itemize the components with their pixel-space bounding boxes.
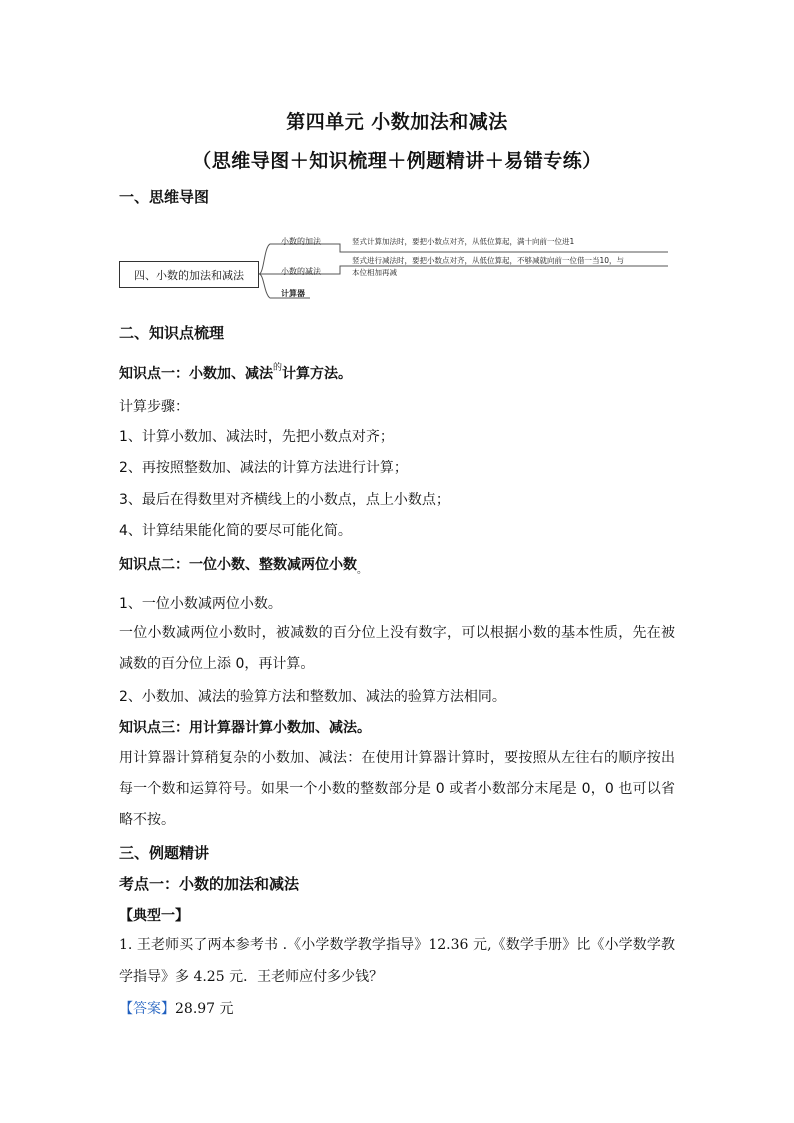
mind-map-root: 四、小数的加法和减法: [119, 261, 259, 288]
kp2-item-1: 1、一位小数减两位小数。: [119, 596, 282, 612]
kp2-item-2: 2、小数加、减法的验算方法和整数加、减法的验算方法相同。: [119, 689, 506, 705]
document-subtitle: （思维导图＋知识梳理＋例题精讲＋易错专练）: [192, 150, 602, 172]
answer-tag: 【答案】: [119, 1001, 175, 1017]
section-heading-knowledge: 二、知识点梳理: [119, 324, 225, 342]
mind-map-branch-calculator: 计算器: [281, 289, 305, 298]
section-heading-examples: 三、例题精讲: [119, 844, 210, 862]
kp1-step-2: 2、再按照整数加、减法的计算方法进行计算；: [119, 460, 408, 476]
example-question: 1. 王老师买了两本参考书 .《小学数学教学指导》12.36 元,《数学手册》比《小学数学教学指导》多 4.25 元．王老师应付多少钱？: [119, 937, 675, 985]
kp1-step-4: 4、计算结果能化简的要尽可能化简。: [119, 523, 352, 539]
kp2-title-tail: 。: [357, 565, 367, 576]
mind-map-branch-addition: 小数的加法: [281, 237, 321, 246]
mind-map-note-subtraction-1: 竖式进行减法时，要把小数点对齐，从低位算起，不够减就向前一位借一当10，与: [352, 256, 625, 265]
kp3-description: 用计算器计算稍复杂的小数加、减法：在使用计算器计算时，要按照从左往右的顺序按出每一个数和运算符号。如果一个小数的整数部分是 0 或者小数部分末尾是 0，0 也可以省略不按。: [119, 750, 675, 828]
kp1-title-sup: 的: [273, 363, 283, 373]
answer-value: 28.97 元: [175, 1001, 234, 1017]
kp1-title-text: 知识点一：小数加、减法: [119, 366, 273, 382]
mind-map-branch-subtraction: 小数的减法: [281, 267, 321, 276]
kp2-item-1-description: 一位小数减两位小数时，被减数的百分位上没有数字，可以根据小数的基本性质，先在被减数的百分位上添 0，再计算。: [119, 625, 675, 672]
kp1-step-3: 3、最后在得数里对齐横线上的小数点，点上小数点；: [119, 492, 450, 508]
kp3-title: 知识点三：用计算器计算小数加、减法。: [119, 720, 371, 736]
exam-point-title: 考点一：小数的加法和减法: [119, 875, 300, 893]
document-title: 第四单元 小数加法和减法: [286, 111, 508, 133]
mind-map-note-subtraction-2: 本位相加再减: [352, 268, 397, 277]
kp1-steps-label: 计算步骤：: [119, 399, 189, 415]
kp1-step-1: 1、计算小数加、减法时，先把小数点对齐；: [119, 429, 394, 445]
typical-label: 【典型一】: [119, 908, 189, 924]
kp2-title-text: 知识点二：一位小数、整数减两位小数: [119, 557, 357, 573]
section-heading-mindmap: 一、思维导图: [119, 188, 210, 206]
answer-line: [119, 998, 234, 1018]
kp1-title: [119, 360, 352, 383]
kp1-title-tail: 计算方法。: [282, 366, 353, 382]
kp2-title: [119, 554, 367, 576]
mind-map-note-addition: 竖式计算加法时，要把小数点对齐，从低位算起，满十向前一位进1: [352, 237, 575, 246]
